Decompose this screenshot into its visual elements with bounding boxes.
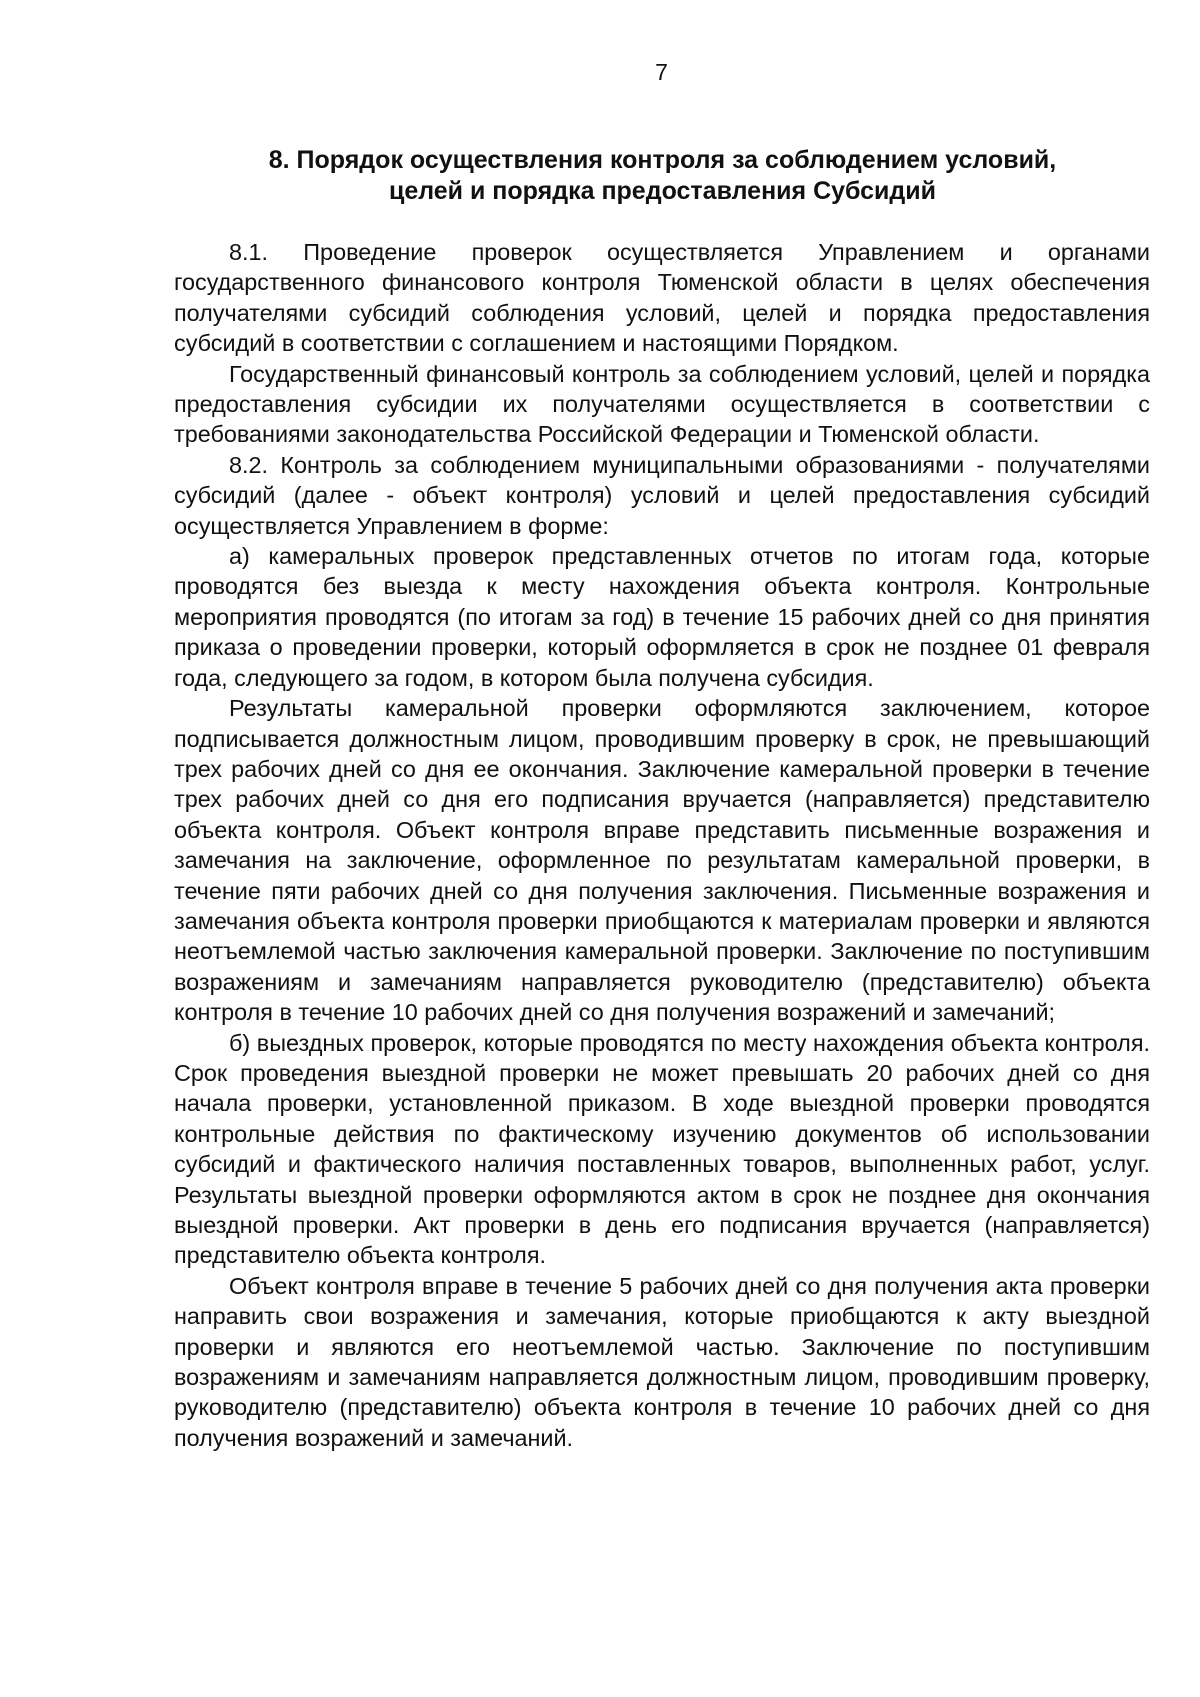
paragraph-desk-audits: а) камеральных проверок представленных отчетов по итогам года, которые проводятся без выезда к месту нахождения объекта контроля. Контрольные мероприятия проводятся (по итогам за год) в течение 15 рабочих дней со дня принятия приказа о проведении проверки, который оформляется в срок не позднее 01 февраля года, следующего за годом, в котором была получена субсидия. [174,543,1150,691]
paragraph-8-1: 8.1. Проведение проверок осуществляется Управлением и органами государственного финансового контроля Тюменской области в целях обеспечения получателями субсидий соблюдения условий, целей и порядка предоставления субсидий в соответствии с соглашением и настоящими Порядком. [174,239,1150,357]
paragraph-field-audits: б) выездных проверок, которые проводятся по месту нахождения объекта контроля. Срок проведения выездной проверки не может превышать 20 рабочих дней со дня начала проверки, установленной приказом. В ходе выездной проверки проводятся контрольные действия по фактическому изучению документов об использовании субсидий и фактического наличия поставленных товаров, выполненных работ, услуг. Результаты выездной проверки оформляются актом в срок не позднее дня окончания выездной проверки. Акт проверки в день его подписания вручается (направляется) представителю объекта контроля. [174,1029,1150,1269]
paragraph-desk-audit-results: Результаты камеральной проверки оформляются заключением, которое подписывается должностным лицом, проводившим проверку в срок, не превышающий трех рабочих дней со дня ее окончания. Заключение камеральной проверки в течение трех рабочих дней со дня его подписания вручается (направляется) представителю объекта контроля. Объект контроля вправе представить письменные возражения и замечания на заключение, оформленное по результатам камеральной проверки, в течение пяти рабочих дней со дня получения заключения. Письменные возражения и замечания объекта контроля проверки приобщаются к материалам проверки и являются неотъемлемой частью заключения камеральной проверки. Заключение по поступившим возражениям и замечаниям направляется руководителю (представителю) объекта контроля в течение 10 рабочих дней со дня получения возражений и замечаний; [174,695,1150,1026]
section-title-line-2: целей и порядка предоставления Субсидий [388,177,937,205]
section-title [175,145,1150,207]
paragraph-8-2: 8.2. Контроль за соблюдением муниципальными образованиями - получателями субсидий (далее - объект контроля) условий и целей предоставления субсидий осуществляется Управлением в форме: [174,451,1150,539]
section-title-line-1: 8. Порядок осуществления контроля за соблюдением условий, [268,146,1057,174]
paragraph-objections: Объект контроля вправе в течение 5 рабочих дней со дня получения акта проверки направить свои возражения и замечания, которые приобщаются к акту выездной проверки и являются его неотъемлемой частью. Заключение по поступившим возражениям и замечаниям направляется должностным лицом, проводившим проверку, руководителю (представителю) объекта контроля в течение 10 рабочих дней со дня получения возражений и замечаний. [174,1272,1150,1451]
page-number: 7 [655,59,668,85]
paragraph-state-control: Государственный финансовый контроль за соблюдением условий, целей и порядка предоставления субсидии их получателями осуществляется в соответствии с требованиями законодательства Российской Федерации и Тюменской области. [174,360,1150,448]
section-body [174,237,1150,1453]
